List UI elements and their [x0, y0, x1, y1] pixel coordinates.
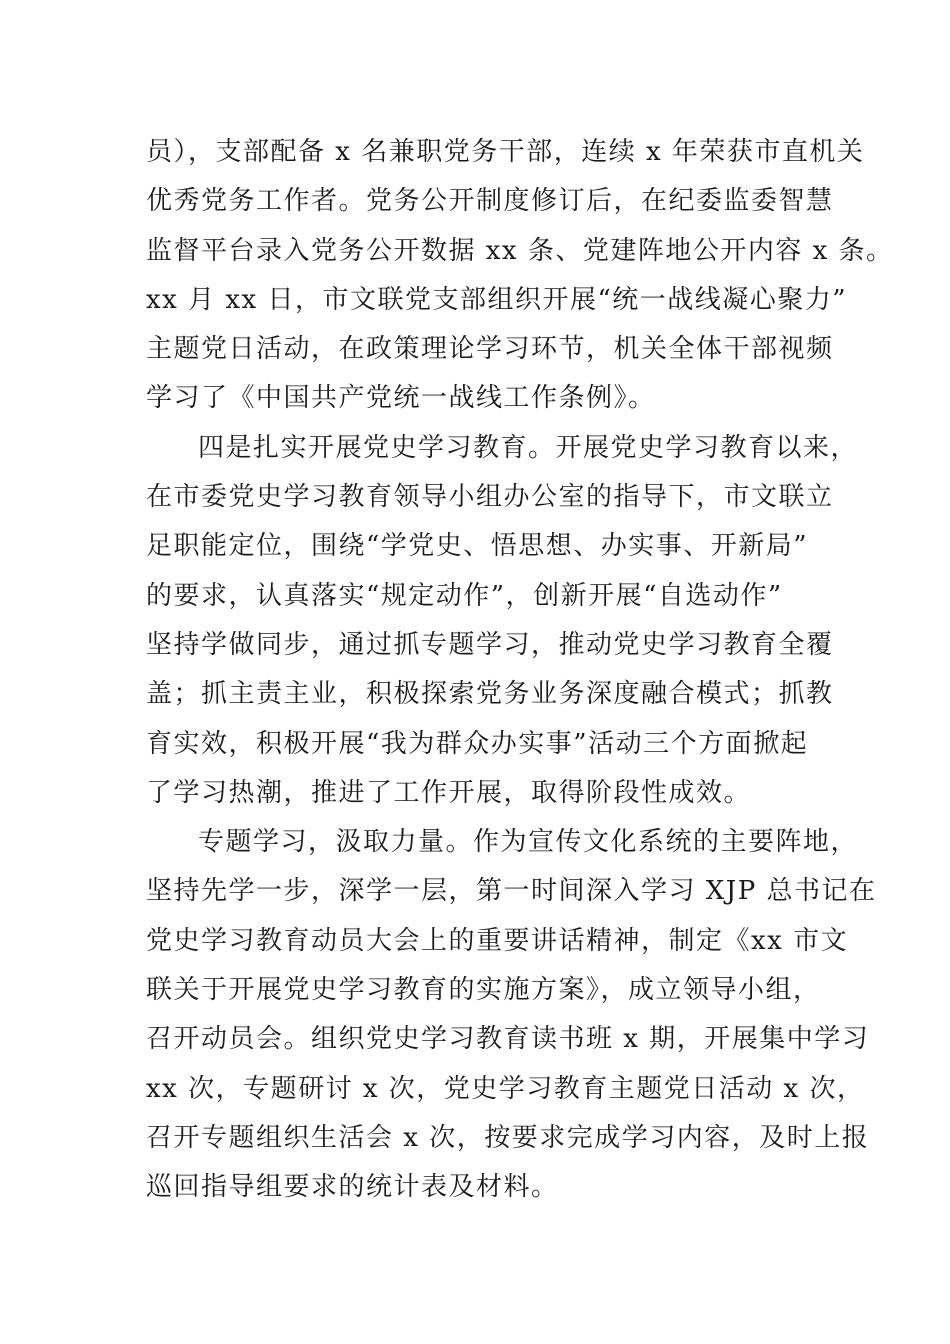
text-line: 党史学习教育动员大会上的重要讲话精神，制定《xx 市文 [146, 925, 849, 956]
paragraph-party-history-education [146, 424, 859, 818]
text-line: 学习了《中国共产党统一战线工作条例》。 [146, 383, 656, 414]
text-line-first: 四是扎实开展党史学习教育。开展党史学习教育以来， [198, 432, 859, 463]
text-line: 监督平台录入党务公开数据 xx 条、党建阵地公开内容 x 条。 [146, 235, 894, 266]
text-line: xx 次，专题研讨 x 次，党史学习教育主题党日活动 x 次， [146, 1073, 865, 1104]
text-line: 了学习热潮，推进了工作开展，取得阶段性成效。 [146, 777, 752, 808]
document-body [146, 128, 894, 1213]
text-line: 坚持先学一步，深学一层，第一时间深入学习 XJP 总书记在 [146, 876, 877, 907]
text-line-first: 专题学习，汲取力量。作为宣传文化系统的主要阵地， [198, 827, 859, 858]
text-line: 盖；抓主责主业，积极探索党务业务深度融合模式；抓教 [146, 679, 834, 710]
text-line: 召开动员会。组织党史学习教育读书班 x 期，开展集中学习 [146, 1024, 870, 1055]
paragraph-continuation [146, 128, 894, 424]
text-line: 优秀党务工作者。党务公开制度修订后，在纪委监委智慧 [146, 186, 834, 217]
text-line: 主题党日活动，在政策理论学习环节，机关全体干部视频 [146, 334, 834, 365]
text-line: 的要求，认真落实“规定动作”，创新开展“自选动作” [146, 580, 783, 611]
text-line: 在市委党史学习教育领导小组办公室的指导下，市文联立 [146, 482, 834, 513]
text-line: 足职能定位，围绕“学党史、悟思想、办实事、开新局” [146, 531, 809, 562]
text-line: 员），支部配备 x 名兼职党务干部，连续 x 年荣获市直机关 [146, 137, 865, 167]
paragraph-special-study [146, 818, 877, 1212]
text-line: 巡回指导组要求的统计表及材料。 [146, 1172, 559, 1203]
text-line: 联关于开展党史学习教育的实施方案》，成立领导小组， [146, 975, 821, 1006]
text-line: 育实效，积极开展“我为群众办实事”活动三个方面掀起 [146, 728, 809, 759]
text-line: 召开专题组织生活会 x 次，按要求完成学习内容，及时上报 [146, 1122, 870, 1153]
text-line: 坚持学做同步，通过抓专题学习，推动党史学习教育全覆 [146, 629, 834, 660]
text-line: xx 月 xx 日，市文联党支部组织开展“统一战线凝心聚力” [146, 284, 848, 315]
